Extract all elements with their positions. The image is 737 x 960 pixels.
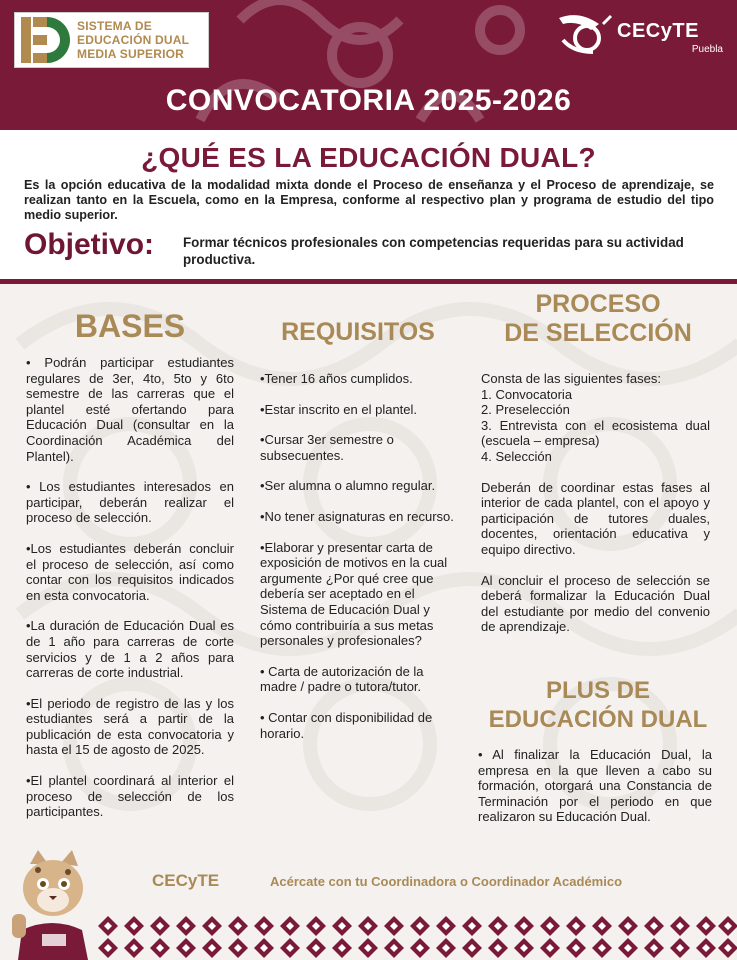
- footer-pattern-decoration: [96, 914, 737, 960]
- proceso-intro: Consta de las siguientes fases:: [481, 371, 661, 386]
- proceso-heading-line-2: DE SELECCIÓN: [504, 319, 692, 347]
- objective-label: Objetivo:: [24, 228, 155, 261]
- plus-heading-line-2: EDUCACIÓN DUAL: [488, 706, 708, 733]
- cecyte-emblem-icon: [553, 10, 615, 56]
- cecyte-logo: [553, 10, 723, 60]
- intro-section: [0, 130, 737, 280]
- footer-message: Acércate con tu Coordinadora o Coordinador Académico: [270, 874, 623, 889]
- objective-text: Formar técnicos profesionales con competencias requeridas para su actividad productiva.: [183, 235, 684, 267]
- bases-item: •Los estudiantes deberán concluir el proceso de selección, así como contar con los requisitos indicados en esta convocatoria.: [26, 540, 234, 603]
- bases-heading: BASES: [74, 308, 186, 344]
- plus-heading-line-1: PLUS DE: [545, 677, 650, 704]
- requisito-item: • Carta de autorización de la madre / padre o tutora/tutor.: [260, 663, 424, 695]
- cecyte-logo-name: CECyTE: [617, 20, 699, 42]
- sed-logo: [14, 12, 209, 68]
- bases-item: •La duración de Educación Dual es de 1 año para carreras de corte servicios y de 1 a 2 años para carreras de corte industrial.: [26, 618, 234, 681]
- bases-item: •El plantel coordinará al interior el proceso de selección de los participantes.: [26, 773, 234, 820]
- bases-item: •El periodo de registro de las y los estudiantes será a partir de la publicación de esta convocatoria y hasta el 15 de agosto de 2025.: [26, 695, 234, 758]
- plus-content: [478, 747, 712, 840]
- convocatoria-title: CONVOCATORIA 2025-2026: [165, 84, 572, 117]
- sed-logo-mark-icon: [15, 13, 71, 67]
- proceso-phase: 4. Selección: [481, 448, 552, 464]
- footer-brand: CECyTE: [152, 871, 220, 890]
- sed-logo-text: [71, 19, 189, 61]
- bases-list: [26, 355, 234, 835]
- bases-item: • Podrán participar estudiantes regulares de 3er, 4to, 5to y 6to semestre de las carreras que el plantel esté ofertando para Educación Dual (consultar en la Coordinación Académica del Plantel).: [26, 355, 234, 464]
- definition-text: Es la opción educativa de la modalidad mixta donde el Proceso de enseñanza y el Proceso de aprendizaje, se realizan tanto en la Escuela, como en la Empresa, conforme al respectivo plan y programa de estudio del tipo medio superior.: [24, 178, 714, 222]
- proceso-content: [481, 371, 710, 650]
- proceso-phase: 2. Preselección: [481, 402, 570, 418]
- requisito-item: •Estar inscrito en el plantel.: [260, 401, 418, 417]
- sed-logo-line-3: MEDIA SUPERIOR: [77, 47, 185, 61]
- proceso-phase: 3. Entrevista con el ecosistema dual (escuela – empresa): [481, 417, 710, 449]
- question-heading: ¿QUÉ ES LA EDUCACIÓN DUAL?: [141, 142, 596, 173]
- requisitos-list: [260, 371, 455, 756]
- requisito-item: •Cursar 3er semestre o subsecuentes.: [260, 432, 394, 463]
- ocelot-mascot-icon: [8, 848, 100, 960]
- plus-text: • Al finalizar la Educación Dual, la empresa en la que lleven a cabo su formación, otorgará una Constancia de Terminación por el periodo en que realizaron su Educación Dual.: [478, 747, 712, 825]
- requisito-item: •No tener asignaturas en recurso.: [260, 508, 454, 524]
- bases-item: • Los estudiantes interesados en participar, deberán realizar el proceso de selección.: [26, 479, 234, 526]
- sed-logo-line-2: EDUCACIÓN DUAL: [77, 33, 190, 47]
- proceso-paragraph: Al concluir el proceso de selección se deberá formalizar la Educación Dual del estudiante por medio del convenio de aprendizaje.: [481, 572, 710, 635]
- cecyte-logo-state: Puebla: [691, 44, 723, 55]
- proceso-heading-line-1: PROCESO: [535, 290, 661, 318]
- proceso-phase: 1. Convocatoria: [481, 386, 573, 402]
- sed-logo-line-1: SISTEMA DE: [77, 19, 152, 33]
- requisito-item: •Ser alumna o alumno regular.: [260, 478, 436, 494]
- requisitos-heading: REQUISITOS: [281, 318, 435, 346]
- proceso-paragraph: Deberán de coordinar estas fases al interior de cada plantel, con el apoyo y participación de tutores duales, docentes, orientación educativa y equipo directivo.: [481, 479, 710, 557]
- header-banner: [0, 0, 737, 130]
- proceso-heading: [478, 290, 718, 348]
- plus-heading: [478, 676, 718, 734]
- requisito-item: •Tener 16 años cumplidos.: [260, 371, 413, 386]
- requisito-item: • Contar con disponibilidad de horario.: [260, 709, 433, 741]
- requisito-item: •Elaborar y presentar carta de exposición de motivos en la cual argumente ¿Por qué cree que debería ser aceptado en el Sistema de Educación Dual y cómo contribuiría a sus metas personales y profesionales?: [260, 539, 448, 649]
